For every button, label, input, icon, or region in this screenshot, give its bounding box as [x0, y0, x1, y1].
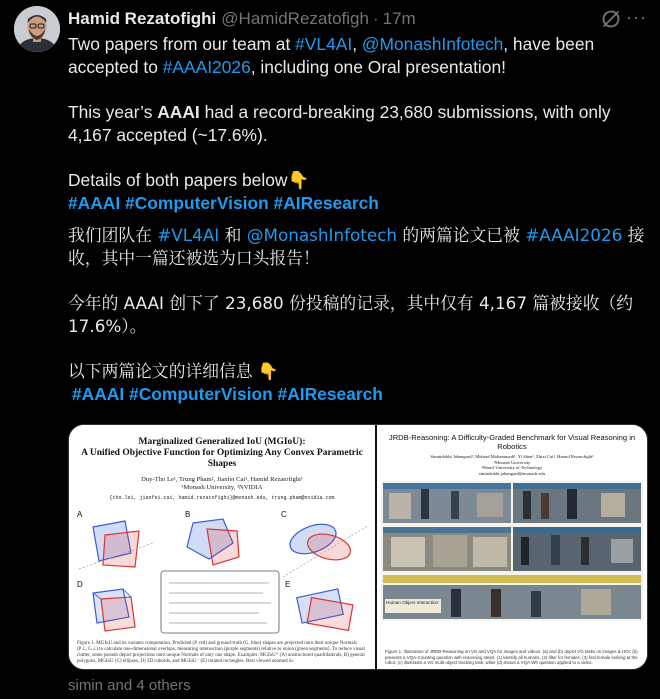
- hashtag-airesearch[interactable]: #AIResearch: [273, 193, 379, 213]
- paper1-caption: Figure 1. MGIoU and its variants computation. Predicted (P, red) and ground-truth (G, blue) shapes are projected onto their unique Normals (P⊥, G⊥) to calculate one-dimensional overlaps, measuring intersection (purple segments) relative to union (green segments). To reduce visual clutter, some pseudo depict projections onto unique Normals of only one shape. Examples: MGIoU⁺ (A) unstructured quadrilaterals, B) general polygons, MGIoU (C) ellipses, D) 3D cuboids, and MGIoU⁻ (E) rotated rectangles. Best viewed zoomed in.: [77, 641, 365, 664]
- hashtag-line: [68, 192, 648, 215]
- bold-aaai: AAAI: [157, 102, 200, 122]
- paper-jrdb-image[interactable]: [377, 425, 647, 669]
- svg-text:E: E: [285, 580, 291, 589]
- author-name[interactable]: Hamid Rezatofighi: [68, 9, 217, 28]
- paper1-emails: {tho.le1, jianfei.cai, hamid.rezatofighi}@monash.edu, trung.pham@nvidia.com: [109, 495, 335, 501]
- text-span: , including one Oral presentation!: [250, 57, 506, 77]
- paragraph-zh-stats-line2: 17.6%）。: [68, 316, 147, 336]
- paper2-email: simindokht.jahangard@monash.edu: [478, 470, 546, 476]
- svg-text:C: C: [281, 510, 287, 519]
- hashtag-line-zh: [68, 383, 648, 406]
- avatar[interactable]: [14, 6, 60, 52]
- text-span: 和: [219, 225, 247, 245]
- paragraph-announcement: [68, 33, 648, 79]
- more-icon[interactable]: ···: [626, 7, 647, 27]
- text-span: 我们团队在: [68, 225, 158, 245]
- media-attachment[interactable]: [68, 424, 648, 670]
- text-span: This year’s: [68, 102, 158, 122]
- paper1-figure: [73, 507, 373, 639]
- likes-summary[interactable]: simin and 4 others: [68, 677, 191, 694]
- hashtag-aaai[interactable]: #AAAI: [68, 193, 121, 213]
- paragraph-zh-announcement-line2: 收，其中一篇还被选为口头报告！: [68, 248, 320, 268]
- paper2-title: JRDB-Reasoning: A Difficulty-Graded Benchmark for Visual Reasoning in Robotics: [388, 433, 636, 451]
- paragraph-zh-announcement: [68, 224, 648, 247]
- mention-monashinfotech[interactable]: @MonashInfotech: [361, 34, 504, 54]
- paper1-affiliation: ¹Monash University, ²NVIDIA: [181, 484, 263, 491]
- avatar-image: [14, 6, 60, 52]
- mention-monashinfotech-zh[interactable]: @MonashInfotech: [246, 225, 398, 245]
- text-span: Two papers from our team at: [68, 34, 296, 54]
- svg-text:A: A: [77, 510, 83, 519]
- grok-icon[interactable]: [600, 8, 622, 30]
- hashtag-vl4ai-zh[interactable]: #VL4AI: [157, 225, 220, 245]
- text-span: 的两篇论文已被: [397, 225, 526, 245]
- paper2-affiliation-1: ¹Monash University: [493, 459, 531, 465]
- hashtag-airesearch-zh[interactable]: #AIResearch: [277, 384, 383, 404]
- paper2-hoi-label: Human Object Interaction:: [386, 600, 440, 605]
- hashtag-vl4ai[interactable]: #VL4AI: [295, 34, 353, 54]
- tweet-header: [68, 8, 646, 30]
- timestamp[interactable]: 17m: [382, 9, 416, 28]
- paper2-authors: Simindokht Jahangard¹, Mehrad Mohammadi¹, Yi Shen¹, Zhixi Cai¹, Hamid Rezatofighi¹: [430, 454, 594, 459]
- tweet-text: [68, 33, 648, 406]
- text-span: 接: [622, 225, 645, 245]
- paper1-title-line2: A Unified Objective Function for Optimizing Any Convex Parametric Shapes: [81, 448, 363, 469]
- hashtag-aaai2026-zh[interactable]: #AAAI2026: [525, 225, 623, 245]
- paragraph-zh-stats: 今年的 AAAI 创下了 23,680 份投稿的记录，其中仅有 4,167 篇被接收（约: [68, 293, 634, 313]
- paper-mgiou-image[interactable]: [69, 425, 377, 669]
- text-span: , have been accepted to: [68, 34, 595, 77]
- separator-dot: ·: [372, 9, 379, 28]
- svg-text:B: B: [185, 510, 191, 519]
- hashtag-computervision[interactable]: #ComputerVision: [125, 193, 269, 213]
- text-span: ,: [352, 34, 362, 54]
- paper2-caption: Figure 1: Illustration of JRDB-Reasoning on VG and VQA for images and videos. (a) and (b) depict VG tasks on images & HOI; (b) presents a VQA-Counting question with reasoning steps: (1) identify all humans, (2) filter for females, (3) find female looking at the robot. (c) illustrates a VG multi-object tracking task, while (d) shows a VQA-Wh question applied to a video.: [385, 649, 638, 665]
- author-handle[interactable]: @HamidRezatofigh: [221, 9, 369, 28]
- svg-text:D: D: [77, 580, 83, 589]
- hashtag-computervision-zh[interactable]: #ComputerVision: [129, 384, 273, 404]
- paragraph-zh-details: 以下两篇论文的详细信息 👇: [68, 361, 279, 381]
- paper1-authors: Duy-Tho Le¹, Trung Pham², Jianfei Cai¹, Hamid Rezatofighi¹: [141, 476, 303, 483]
- paper1-title-line1: Marginalized Generalized IoU (MGIoU):: [138, 437, 306, 447]
- text-span: had a record-breaking 23,680 submissions, with only 4,167 accepted (~17.6%).: [68, 102, 611, 145]
- hashtag-aaai2026[interactable]: #AAAI2026: [162, 57, 251, 77]
- paragraph-details: Details of both papers below👇: [68, 170, 310, 190]
- paragraph-stats: [68, 101, 648, 147]
- paper2-affiliation-2: ²Sharif University of Technology: [481, 465, 543, 470]
- hashtag-aaai-zh[interactable]: #AAAI: [72, 384, 125, 404]
